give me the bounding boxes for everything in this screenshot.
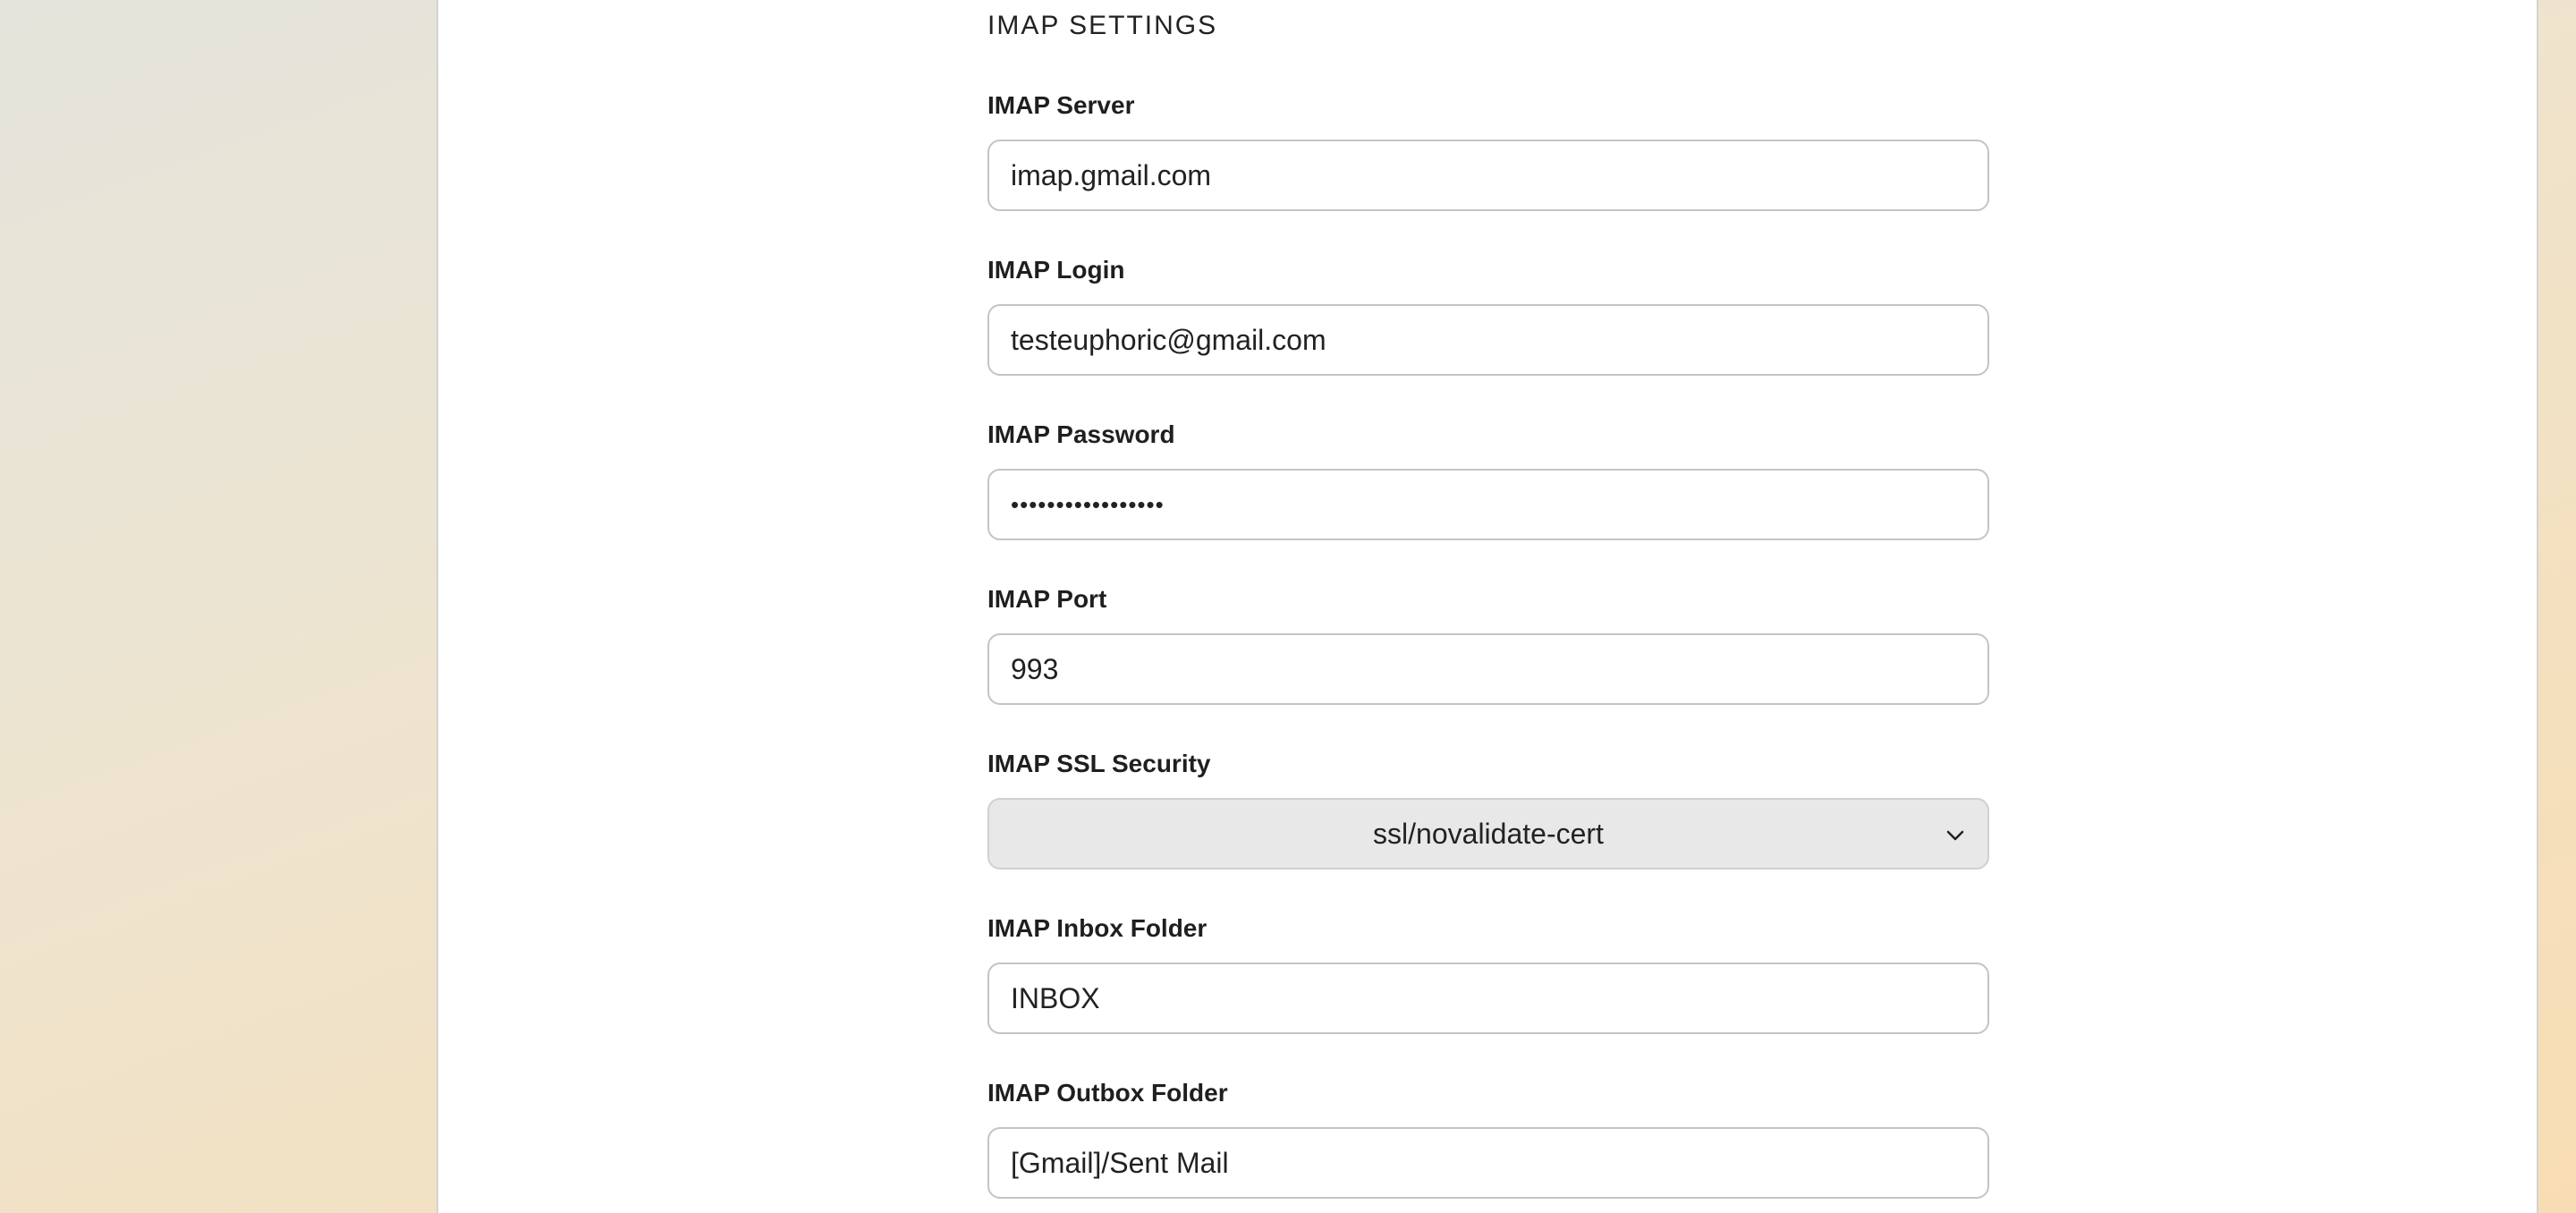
imap-inbox-folder-label: IMAP Inbox Folder: [987, 914, 1208, 942]
imap-inbox-folder-input[interactable]: [987, 963, 1989, 1034]
imap-login-input[interactable]: [987, 304, 1989, 376]
chevron-down-icon: [1945, 825, 1966, 846]
imap-password-input[interactable]: [987, 469, 1989, 540]
imap-server-label: IMAP Server: [987, 91, 1135, 119]
imap-server-input[interactable]: [987, 140, 1989, 211]
imap-ssl-security-select[interactable]: [987, 798, 1989, 869]
section-title: IMAP SETTINGS: [987, 11, 1218, 40]
imap-password-label: IMAP Password: [987, 420, 1175, 448]
imap-port-input[interactable]: [987, 633, 1989, 705]
imap-port-label: IMAP Port: [987, 585, 1107, 613]
imap-ssl-security-value: ssl/novalidate-cert: [1373, 817, 1604, 850]
imap-ssl-security-label: IMAP SSL Security: [987, 750, 1211, 777]
imap-login-label: IMAP Login: [987, 256, 1125, 284]
imap-outbox-folder-label: IMAP Outbox Folder: [987, 1079, 1228, 1107]
imap-outbox-folder-input[interactable]: [987, 1127, 1989, 1199]
